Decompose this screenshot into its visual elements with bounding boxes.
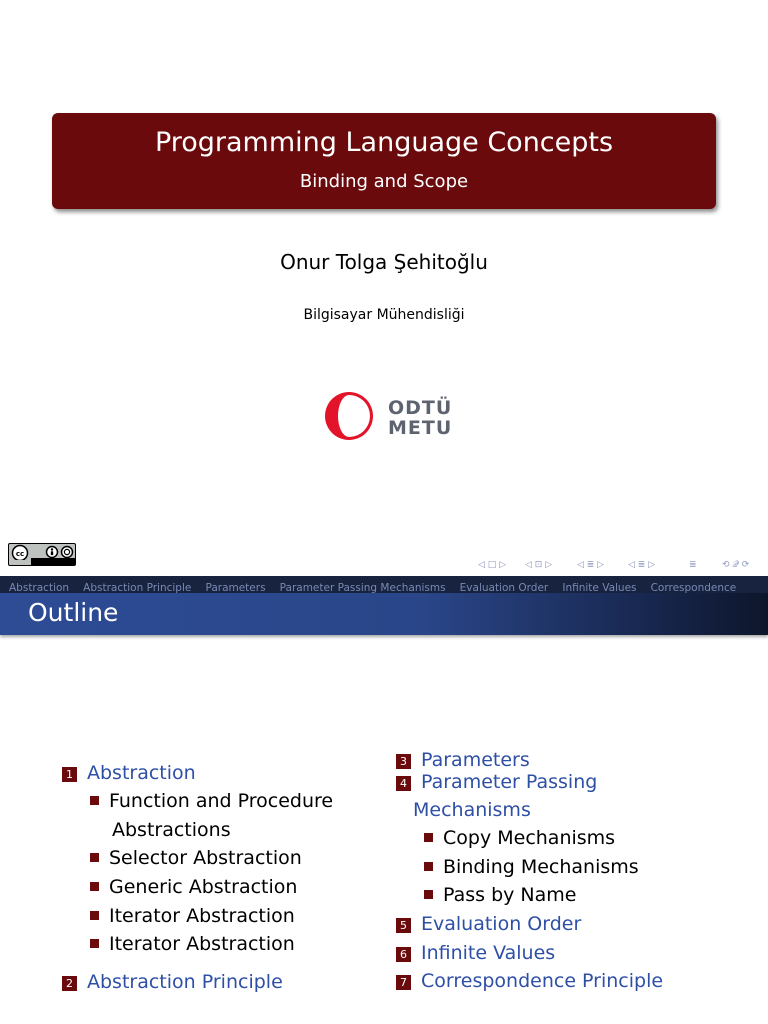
nav-document-icon[interactable]: ◁ ≣ ▷ — [628, 560, 656, 570]
toc-subsection[interactable]: Selector Abstraction — [90, 847, 302, 869]
nav-link-parameter-passing[interactable]: Parameter Passing Mechanisms — [279, 582, 446, 593]
metu-logo — [320, 390, 453, 442]
toc-subsection[interactable]: Pass by Name — [424, 884, 576, 906]
toc-subsection[interactable]: Function and Procedure — [90, 790, 333, 812]
toc-section-parameter-passing-cont[interactable]: Mechanisms — [413, 799, 531, 821]
toc-section-parameter-passing[interactable]: 4 Parameter Passing — [396, 771, 597, 793]
toc-section-abstraction-principle[interactable]: 2 Abstraction Principle — [62, 971, 283, 993]
nav-frame-icon[interactable]: ◁ □ ▷ — [478, 560, 507, 570]
nav-back-icon[interactable]: ≣ — [689, 560, 697, 570]
presentation-subtitle: Binding and Scope — [299, 171, 469, 192]
nav-link-correspondence[interactable]: Correspondence — [650, 582, 737, 593]
toc-subsection[interactable]: Iterator Abstraction — [90, 905, 295, 927]
nav-link-infinite-values[interactable]: Infinite Values — [562, 582, 637, 593]
toc-subsection[interactable]: Copy Mechanisms — [424, 827, 615, 849]
section-navigation-bar — [0, 576, 768, 593]
title-box — [52, 113, 716, 209]
toc-subsection-cont[interactable]: Abstractions — [112, 819, 231, 841]
institute-name: Bilgisayar Mühendisliği — [303, 307, 465, 323]
toc-subsection[interactable]: Generic Abstraction — [90, 876, 297, 898]
toc-section-evaluation-order[interactable]: 5 Evaluation Order — [396, 913, 581, 935]
toc-section-abstraction[interactable]: 1 Abstraction — [62, 762, 196, 784]
nav-link-parameters[interactable]: Parameters — [205, 582, 266, 593]
toc-section-parameters[interactable]: 3 Parameters — [396, 749, 530, 771]
toc-section-correspondence-principle[interactable]: 7 Correspondence Principle — [396, 970, 663, 992]
toc-section-infinite-values[interactable]: 6 Infinite Values — [396, 942, 555, 964]
presentation-title: Programming Language Concepts — [154, 127, 614, 158]
nav-link-evaluation-order[interactable]: Evaluation Order — [459, 582, 549, 593]
nav-search-icon[interactable]: ⟲ 𝒬 ⟳ — [722, 560, 750, 570]
nav-subsection-icon[interactable]: ◁ ⊡ ▷ — [525, 560, 553, 570]
nav-section-icon[interactable]: ◁ ≣ ▷ — [577, 560, 605, 570]
toc-subsection[interactable]: Binding Mechanisms — [424, 856, 639, 878]
frame-title-bar — [0, 593, 768, 635]
metu-emblem-icon — [320, 390, 380, 442]
logo-text-odtu: ODTÜ — [388, 397, 453, 419]
author-name: Onur Tolga Şehitoğlu — [280, 250, 488, 274]
creative-commons-by-sa-icon[interactable] — [8, 543, 76, 566]
nav-link-abstraction[interactable]: Abstraction — [9, 582, 70, 593]
nav-link-abstraction-principle[interactable]: Abstraction Principle — [83, 582, 192, 593]
toc-subsection[interactable]: Iterator Abstraction — [90, 933, 295, 955]
logo-text-metu: METU — [388, 417, 453, 439]
svg-text:cc: cc — [15, 550, 25, 558]
frame-title: Outline — [28, 598, 119, 627]
